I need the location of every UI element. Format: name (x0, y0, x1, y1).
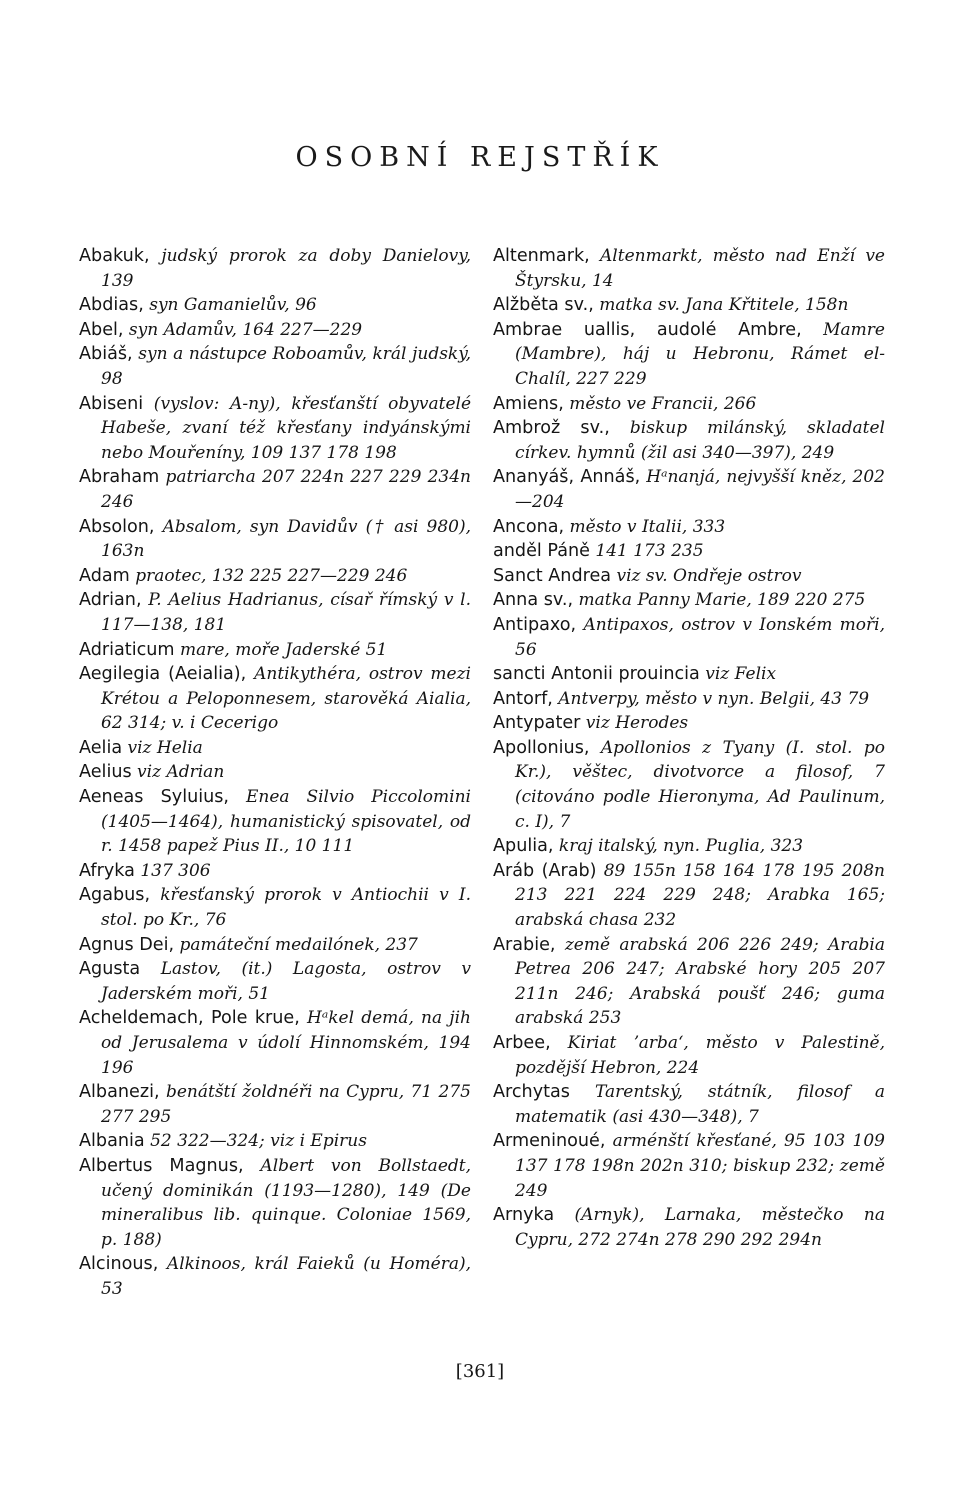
index-entry (493, 662, 885, 687)
index-entry (493, 293, 885, 318)
index-entry (79, 1154, 471, 1252)
entry-headword: Aegilegia (Aeialia), (79, 664, 247, 685)
entry-description: viz Adrian (131, 762, 225, 783)
entry-headword: Arnyka (493, 1205, 555, 1226)
entry-headword: Adam (79, 565, 130, 586)
entry-description: Antverpy, město v nyn. Belgii, 43 79 (552, 688, 870, 709)
index-entry (79, 588, 471, 637)
entry-headword: Acheldemach, Pole krue, (79, 1008, 300, 1029)
index-entry (493, 933, 885, 1031)
entry-description: P. Aelius Hadrianus, císař římský v l. 117—138, 181 (101, 590, 471, 635)
entry-headword: Adrian, (79, 590, 142, 611)
entry-headword: Agabus, (79, 885, 151, 906)
index-entry (493, 588, 885, 613)
entry-description: kraj italský, nyn. Puglia, 323 (553, 836, 804, 857)
entry-description: Enea Silvio Piccolomini (1405—1464), humanistický spisovatel, od r. 1458 papež Pius II., 10 111 (101, 787, 471, 857)
entry-description: matka sv. Jana Křtitele, 158n (593, 295, 849, 316)
index-entry (79, 1129, 471, 1154)
page-title: OSOBNÍ REJSTŘÍK (295, 142, 665, 173)
index-entry (493, 515, 885, 540)
index-entry (79, 342, 471, 391)
entry-headword: Albania (79, 1131, 145, 1152)
entry-description: 89 155n 158 164 178 195 208n 213 221 224 229 248; Arabka 165; arabská chasa 232 (515, 860, 885, 931)
index-entry (493, 318, 885, 392)
entry-headword: Agnus Dei, (79, 934, 175, 955)
entry-headword: Archytas (493, 1082, 570, 1103)
entry-headword: Agusta (79, 959, 141, 980)
entry-description: Albert von Bollstaedt, učený dominikán (1193—1280), 149 (De mineralibus lib. quinque. Coloniae 1569, p. 188) (101, 1155, 471, 1250)
entry-headword: Alžběta sv., (493, 295, 594, 316)
entry-description: Mamre (Mambre), háj u Hebronu, Rámet el-Chalíl, 227 229 (515, 319, 885, 389)
index-entry (493, 613, 885, 662)
entry-headword: Arbee, (493, 1033, 551, 1053)
index-entry (79, 859, 471, 884)
entry-description: benátští žoldnéři na Cypru, 71 275 277 295 (101, 1082, 471, 1127)
index-entry (493, 416, 885, 465)
entry-headword: Sanct Andrea (493, 565, 612, 586)
entry-headword: Abiseni (79, 393, 144, 414)
index-entry (493, 859, 885, 933)
entry-headword: Aeneas Syluius, (79, 787, 230, 808)
entry-headword: Ancona, (493, 516, 565, 537)
entry-headword: Arabie, (493, 934, 556, 955)
index-entry (79, 1252, 471, 1301)
index-entry (79, 933, 471, 958)
index-entry (79, 957, 471, 1006)
index-entry (79, 760, 471, 785)
entry-headword: Altenmark, (493, 246, 590, 266)
entry-description: praotec, 132 225 227—229 246 (129, 565, 408, 586)
entry-description: syn Adamův, 164 227—229 (123, 319, 363, 340)
index-entry (493, 1129, 885, 1203)
entry-description: Antikythéra, ostrov mezi Krétou a Peloponnesem, starověká Aialia, 62 314; v. i Cecerigo (101, 664, 471, 734)
entry-description: 137 306 (134, 860, 211, 881)
index-entry (493, 465, 885, 514)
entry-headword: Abakuk, (79, 246, 150, 266)
entry-description: viz Helia (122, 737, 203, 758)
entry-headword: Abiáš, (79, 344, 133, 365)
index-entry (79, 785, 471, 859)
index-entry (79, 465, 471, 514)
entry-headword: Apollonius, (493, 737, 590, 758)
entry-headword: Afryka (79, 860, 135, 881)
entry-description: (vyslov: A-ny), křesťanští obyvatelé Habeše, zvaní též křesťany indyánskými nebo Mouřeníny, 109 137 178 198 (101, 393, 471, 463)
entry-headword: Adriaticum (79, 639, 175, 660)
entry-headword: Ambrož sv., (493, 418, 610, 439)
index-entry (79, 564, 471, 589)
entry-description: Alkinoos, král Faieků (u Homéra), 53 (101, 1254, 471, 1299)
entry-headword: Absolon, (79, 516, 155, 537)
entry-description: 141 173 235 (589, 541, 704, 562)
entry-description: Kiriat ʼarbaʻ, město v Palestině, pozdější Hebron, 224 (515, 1033, 885, 1078)
entry-description: město v Italii, 333 (564, 516, 726, 537)
index-entry (493, 539, 885, 564)
entry-description: arménští křesťané, 95 103 109 137 178 198n 202n 310; biskup 232; země 249 (515, 1131, 885, 1201)
entry-description: Antipaxos, ostrov v Ionském moři, 56 (515, 614, 885, 660)
entry-description: Lastov, (it.) Lagosta, ostrov v Jaderském moři, 51 (101, 959, 471, 1004)
entry-description: Apollonios z Tyany (I. stol. po Kr.), věštec, divotvorce a filosof, 7 (citováno podle Hieronyma, Ad Paulinum, c. I), 7 (515, 737, 885, 832)
entry-headword: Abraham (79, 467, 160, 488)
entry-description: (Arnyk), Larnaka, městečko na Cypru, 272 274n 278 290 292 294n (515, 1205, 885, 1250)
entry-headword: sancti Antonii prouincia (493, 664, 700, 685)
entry-description: památeční medailónek, 237 (174, 934, 418, 955)
entry-description: Hᵃnanjá, nejvyšší kněz, 202—204 (515, 467, 885, 512)
entry-headword: Antipaxo, (493, 614, 577, 635)
entry-headword: Apulia, (493, 836, 554, 857)
entry-description: biskup milánský, skladatel církev. hymnů (žil asi 340—397), 249 (515, 418, 885, 463)
index-entry (493, 564, 885, 589)
index-entry (79, 1006, 471, 1080)
entry-description: Absalom, syn Davidův († asi 980), 163n (101, 516, 471, 562)
entry-headword: Anna sv., (493, 590, 574, 611)
entry-description: mare, moře Jaderské 51 (174, 639, 388, 660)
entry-headword: Albertus Magnus, (79, 1155, 244, 1176)
index-entry (493, 392, 885, 417)
entry-description: 52 322—324; viz i Epirus (144, 1131, 367, 1152)
entry-headword: Ambrae uallis, audolé Ambre, (493, 319, 802, 340)
index-entry (493, 687, 885, 712)
entry-headword: Ananyáš, Annáš, (493, 467, 641, 488)
index-entry (493, 1080, 885, 1129)
entry-headword: Antypater (493, 713, 581, 734)
index-entry (79, 736, 471, 761)
entry-headword: Aelius (79, 762, 132, 783)
entry-description: země arabská 206 226 249; Arabia Petrea 206 247; Arabské hory 205 207 211n 246; Arabská poušť 246; guma arabská 253 (515, 934, 885, 1029)
entry-description: Hᵃkel demá, na jih od Jerusalema v údolí Hinnomském, 194 196 (101, 1008, 471, 1078)
entry-headword: Amiens, (493, 393, 564, 414)
entry-description: judský prorok za doby Danielovy, 139 (101, 246, 471, 291)
index-entry (79, 515, 471, 564)
entry-headword: Albanezi, (79, 1082, 160, 1103)
index-entry (493, 244, 885, 293)
entry-headword: Antorf, (493, 688, 553, 709)
entry-description: matka Panny Marie, 189 220 275 (573, 590, 866, 611)
index-entry (79, 318, 471, 343)
entry-description: viz Felix (699, 664, 777, 685)
entry-headword: anděl Páně (493, 541, 590, 562)
entry-headword: Armeninoué, (493, 1131, 606, 1152)
index-entry (493, 1031, 885, 1080)
entry-description: syn Gamanielův, 96 (143, 295, 317, 316)
entry-description: viz sv. Ondřeje ostrov (611, 565, 802, 586)
index-entry (79, 662, 471, 736)
entry-headword: Abdias, (79, 295, 144, 316)
entry-headword: Aráb (Arab) (493, 860, 597, 881)
index-entry (79, 244, 471, 293)
entry-headword: Abel, (79, 319, 124, 340)
index-entry (79, 883, 471, 932)
entry-description: křesťanský prorok v Antiochii v I. stol. po Kr., 76 (101, 885, 471, 931)
index-entry (79, 1080, 471, 1129)
entry-description: Tarentský, státník, filosof a matematik (asi 430—348), 7 (515, 1082, 885, 1127)
left-column (79, 244, 471, 1302)
index-entry (79, 638, 471, 663)
index-entry (79, 392, 471, 466)
index-entry (493, 1203, 885, 1252)
entry-description: město ve Francii, 266 (563, 393, 757, 414)
index-entry (493, 711, 885, 736)
entry-description: syn a nástupce Roboamův, král judský, 98 (101, 344, 471, 389)
entry-description: viz Herodes (580, 713, 689, 734)
index-entry (79, 293, 471, 318)
entry-headword: Aelia (79, 737, 123, 758)
right-column (493, 244, 885, 1252)
page-number: [361] (455, 1361, 505, 1382)
index-entry (493, 834, 885, 859)
entry-description: patriarcha 207 224n 227 229 234n 246 (101, 467, 471, 512)
index-entry (493, 736, 885, 834)
entry-description: Altenmarkt, město nad Enží ve Štyrsku, 14 (515, 246, 885, 291)
entry-headword: Alcinous, (79, 1254, 159, 1275)
